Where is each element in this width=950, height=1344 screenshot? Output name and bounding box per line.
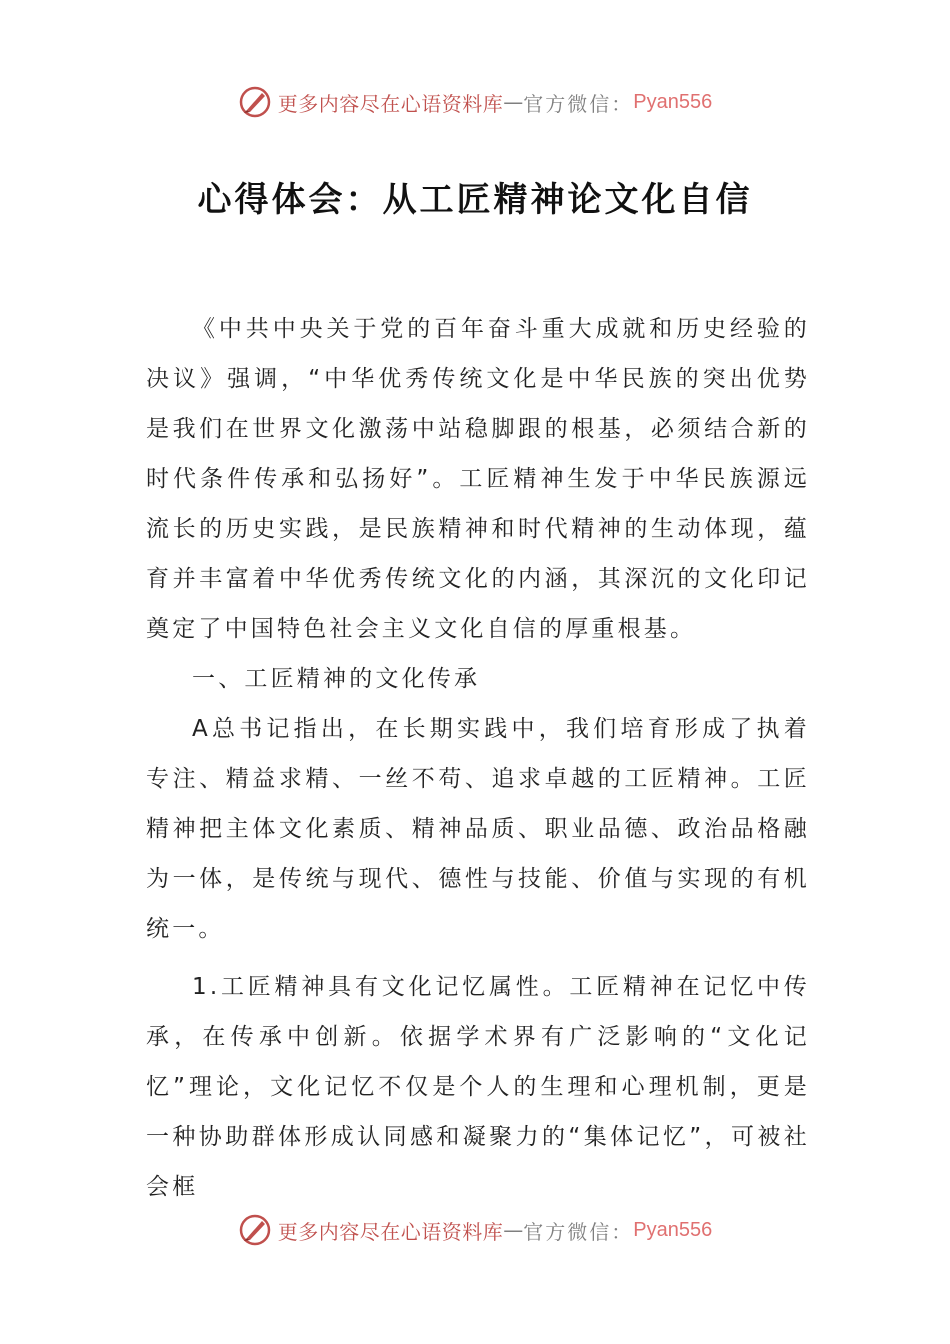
pen-logo-icon <box>238 1213 272 1247</box>
document-title: 心得体会：从工匠精神论文化自信 <box>197 180 753 220</box>
paragraph-intro: 《中共中央关于党的百年奋斗重大成就和历史经验的决议》强调，“中华优秀传统文化是中华民族的突出优势是我们在世界文化激荡中站稳脚跟的根基，必须结合新的时代条件传承和弘扬好”。工匠精神生发于中华民族源远流长的历史实践，是民族精神和时代精神的生动体现，蕴育并丰富着中华优秀传统文化的内涵，其深沉的文化印记奠定了中国特色社会主义文化自信的厚重根基。 <box>146 316 810 642</box>
banner-dash: — <box>503 90 524 114</box>
banner-text: 更多内容尽在心语资料库 <box>277 1219 504 1244</box>
banner-label: 官方微信： <box>523 1219 634 1244</box>
header-banner <box>0 82 950 122</box>
paragraph-craftsman: A总书记指出，在长期实践中，我们培育形成了执着专注、精益求精、一丝不苟、追求卓越的工匠精神。工匠精神把主体文化素质、精神品质、职业品德、政治品格融为一体，是传统与现代、德性与技能、价值与实现的有机统一。 <box>146 716 810 942</box>
section-heading: 一、工匠精神的文化传承 <box>192 666 481 692</box>
footer-banner <box>0 1210 950 1250</box>
banner-text: 更多内容尽在心语资料库 <box>277 91 504 116</box>
banner-wechat-id: Pyan556 <box>633 90 713 113</box>
banner-label: 官方微信： <box>523 91 634 116</box>
pen-logo-icon <box>238 85 272 119</box>
banner-wechat-id: Pyan556 <box>633 1218 713 1241</box>
banner-dash: — <box>503 1218 524 1242</box>
document-body <box>146 304 810 1212</box>
paragraph-memory: 1.工匠精神具有文化记忆属性。工匠精神在记忆中传承，在传承中创新。依据学术界有广泛影响的“文化记忆”理论，文化记忆不仅是个人的生理和心理机制，更是一种协助群体形成认同感和凝聚力的“集体记忆”，可被社会框 <box>146 974 810 1200</box>
